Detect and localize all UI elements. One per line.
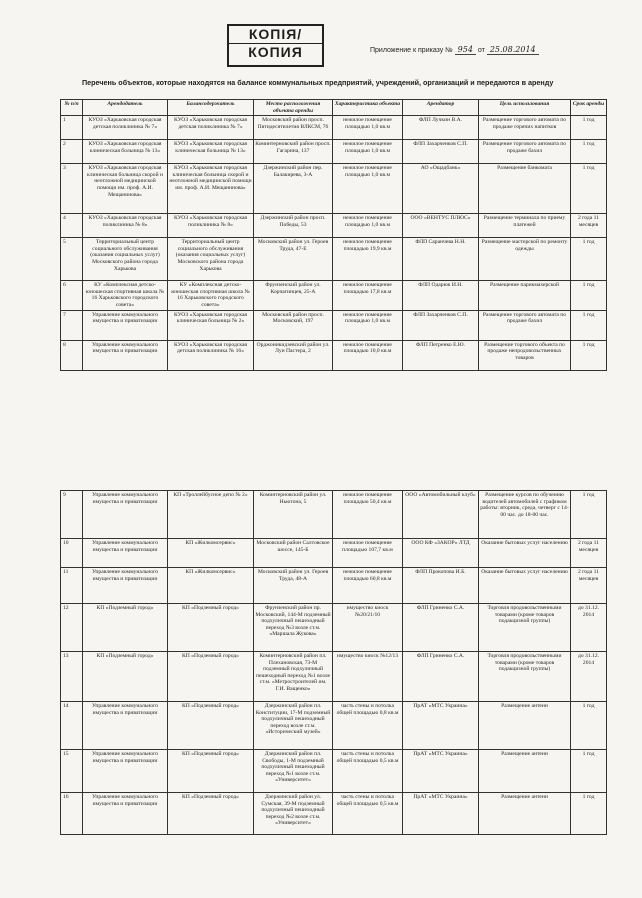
table-cell: АО «Ощадбанк»	[403, 164, 479, 214]
table-cell: ФЛП Гриненко С.А.	[403, 652, 479, 702]
table-cell: КП «Жилкомсервис»	[168, 568, 254, 604]
table-cell: Размещение антенн	[479, 793, 571, 835]
table-row	[61, 214, 607, 238]
table-cell: КП «Подземный город»	[83, 604, 168, 652]
document-title: Перечень объектов, которые находятся на балансе коммунальных предприятий, учреждений, организаций и передаются в аренду	[82, 78, 554, 87]
table-cell: КУОЗ «Харьковская городская клиническая больница № 2»	[168, 310, 254, 340]
table-cell: Коминтерновский район ул. Ньютона, 5	[254, 491, 333, 539]
table-cell: КП «Троллейбусное депо № 2»	[168, 491, 254, 539]
table-row	[61, 281, 607, 310]
table-cell: 1 год	[571, 340, 607, 370]
table-cell: ПрАТ «МТС Украина»	[403, 793, 479, 835]
table-cell: Управление коммунального имущества и приватизации	[83, 340, 168, 370]
table-cell: КУОЗ «Харьковская городская поликлиника № 8»	[83, 214, 168, 238]
table-cell: 1 год	[571, 238, 607, 281]
column-header: Характеристика объекта	[333, 100, 403, 116]
table-cell: имущество киоск №12/13	[333, 652, 403, 702]
table-row	[61, 750, 607, 793]
table-cell: 1 год	[571, 281, 607, 310]
table-cell: ПрАТ «МТС Украина»	[403, 750, 479, 793]
table-cell: Управление коммунального имущества и приватизации	[83, 491, 168, 539]
table-cell: Размещение терминала по приему платежей	[479, 214, 571, 238]
table-cell: ФЛП Петренко Е.Ю.	[403, 340, 479, 370]
table-cell: ФЛП Захарченков С.П.	[403, 310, 479, 340]
table-cell: 12	[61, 604, 83, 652]
table-cell: КУОЗ «Харьковская городская клиническая больница скорой и неотложной медицинской помощи им. проф. А.И. Мещанинова»	[83, 164, 168, 214]
table-cell: Оказание бытовых услуг населению	[479, 568, 571, 604]
table-cell: КП «Жилкомсервис»	[168, 539, 254, 568]
table-cell: Фрунзенский район ул. Корчагинцев, 25-А	[254, 281, 333, 310]
table-cell: Дзержинский район просп. Победы, 53	[254, 214, 333, 238]
table-cell: Размещение торгового автомата по продаже бахил	[479, 310, 571, 340]
table-cell: Размещение курсов по обучению водителей автомобилей с графиком работы: вторник, среда, четверг с 14-00 час. до 18-00 час.	[479, 491, 571, 539]
table-cell: 3	[61, 164, 83, 214]
table-cell: 2	[61, 140, 83, 164]
table-cell: Торговля продовольственными товарами (кроме товаров подакцизной группы)	[479, 604, 571, 652]
table-cell: ФЛП Гриненко С.А.	[403, 604, 479, 652]
table-cell: 2 года 11 месяцев	[571, 539, 607, 568]
table-cell: КУОЗ «Харьковская городская поликлиника № 8»	[168, 214, 254, 238]
table-cell: Размещение торгового автомата по продаже бахил	[479, 140, 571, 164]
table-cell: Московский район просп. Московский, 197	[254, 310, 333, 340]
table-cell: часть стены и потолка общей площадью 0,5 кв.м	[333, 750, 403, 793]
table-cell: Фрунзенский район пр. Московский, 144-М подземный подхуличный пешеходный переход №3 возле ст.м. «Маршала Жукова»	[254, 604, 333, 652]
table-cell: 6	[61, 281, 83, 310]
column-header: Арендодатель	[83, 100, 168, 116]
table-cell: Коминтерновский район пл. Плехановская, 73-М подземный подхуличный пешеходный переход №1 возле ст.м. «Метростроителей им. Г.И. Ващенко»	[254, 652, 333, 702]
table-cell: Московский район Салтовское шоссе, 145-Б	[254, 539, 333, 568]
table-cell: нежилое помещение площадью 1,0 кв.м	[333, 140, 403, 164]
table-cell: КУОЗ «Харьковская городская клиническая больница скорой и неотложной медицинской помощи им. проф. А.И. Мещанинова»	[168, 164, 254, 214]
table-cell: ФЛП Захарченков С.П.	[403, 140, 479, 164]
table-cell: КП «Подземный город»	[83, 652, 168, 702]
table-cell: ООО «ВЕНТУС ПЛЮС»	[403, 214, 479, 238]
table-cell: КП «Подземный город»	[168, 750, 254, 793]
table-cell: нежилое помещение площадью 10,0 кв.м	[333, 340, 403, 370]
table-row	[61, 164, 607, 214]
table-cell: 1 год	[571, 310, 607, 340]
column-header: № п/п	[61, 100, 83, 116]
table-header-row	[61, 100, 607, 116]
order-from: от	[477, 47, 485, 54]
copy-stamp	[227, 24, 324, 67]
table-row	[61, 491, 607, 539]
table-cell: часть стены и потолка общей площадью 0,5 кв.м	[333, 793, 403, 835]
table-cell: 1 год	[571, 140, 607, 164]
order-reference	[370, 45, 539, 54]
table-row	[61, 652, 607, 702]
table-cell: 1 год	[571, 491, 607, 539]
table-cell: нежилое помещение площадью 1,0 кв.м	[333, 164, 403, 214]
table-cell: 4	[61, 214, 83, 238]
table-cell: Управление коммунального имущества и приватизации	[83, 750, 168, 793]
table-cell: 1 год	[571, 750, 607, 793]
table-cell: часть стены и потолка общей площадью 0,8 кв.м	[333, 702, 403, 750]
column-header: Срок аренды	[571, 100, 607, 116]
table-cell: КУОЗ «Харьковская городская клиническая больница № 13»	[168, 140, 254, 164]
table-row	[61, 539, 607, 568]
table-cell: нежилое помещение площадью 1,0 кв.м	[333, 214, 403, 238]
table-cell: Размещение антенн	[479, 750, 571, 793]
table-cell: Торговля продовольственными товарами (кроме товаров подакцизной группы)	[479, 652, 571, 702]
table-cell: КП «Подземный город»	[168, 702, 254, 750]
table-cell: КУОЗ «Харьковская городская клиническая больница № 13»	[83, 140, 168, 164]
table-row	[61, 340, 607, 370]
table-cell: Размещение торгового автомата по продаже горячих напитков	[479, 116, 571, 140]
table-cell: 1	[61, 116, 83, 140]
column-header: Цель использования	[479, 100, 571, 116]
table-cell: 5	[61, 238, 83, 281]
table-cell: Территориальный центр социального обслуживания (оказания социальных услуг) Московского района города Харькова	[168, 238, 254, 281]
table-row	[61, 116, 607, 140]
table-row	[61, 238, 607, 281]
table-cell: ФЛП Лучкин В.А.	[403, 116, 479, 140]
table-cell: 1 год	[571, 702, 607, 750]
table-row	[61, 604, 607, 652]
table-cell: Размещение торгового объекта по продаже непродовольственных товаров	[479, 340, 571, 370]
table-cell: Московский район ул. Героев Труда, 47-Е	[254, 238, 333, 281]
table-cell: 1 год	[571, 793, 607, 835]
table-cell: нежилое помещение площадью 60,8 кв.м	[333, 568, 403, 604]
table-cell: 7	[61, 310, 83, 340]
order-number: 954	[455, 45, 476, 55]
table-cell: КУ «Комплексная детско-юношеская спортивная школа № 16 Харьковского городского совета»	[168, 281, 254, 310]
table-cell: до 31.12. 2014	[571, 652, 607, 702]
table-cell: нежилое помещение площадью 19,9 кв.м	[333, 238, 403, 281]
table-cell: 1 год	[571, 116, 607, 140]
table-cell: Управление коммунального имущества и приватизации	[83, 539, 168, 568]
table-cell: Управление коммунального имущества и приватизации	[83, 702, 168, 750]
table-cell: 2 года 11 месяцев	[571, 568, 607, 604]
table-cell: нежилое помещение площадью 107,7 кв.м	[333, 539, 403, 568]
table-row	[61, 702, 607, 750]
table-cell: 10	[61, 539, 83, 568]
table-row	[61, 310, 607, 340]
table-cell: 9	[61, 491, 83, 539]
table-cell: Размещение мастерской по ремонту одежды	[479, 238, 571, 281]
table-cell: нежилое помещение площадью 50,4 кв.м	[333, 491, 403, 539]
table-row	[61, 140, 607, 164]
table-cell: 11	[61, 568, 83, 604]
table-row	[61, 793, 607, 835]
table-cell: имущество киоск №20/21/10	[333, 604, 403, 652]
table-cell: ООО КФ «ЗАКОР» ЛТД	[403, 539, 479, 568]
table-cell: КП «Подземный город»	[168, 652, 254, 702]
column-header: Балансодержатель	[168, 100, 254, 116]
table-cell: Размещение парикмахерской	[479, 281, 571, 310]
column-header: Арендатор	[403, 100, 479, 116]
table-cell: Московский район просп. Пятидесятилетия ВЛКСМ, 76	[254, 116, 333, 140]
table-row	[61, 568, 607, 604]
table-cell: Размещение банкомата	[479, 164, 571, 214]
table-cell: Дзержинский район пер. Балакирева, 3-А	[254, 164, 333, 214]
table-cell: 13	[61, 652, 83, 702]
table-cell: Московский район ул. Героев Труда, 48-А	[254, 568, 333, 604]
table-cell: Размещение антенн	[479, 702, 571, 750]
table-cell: Дзержинский район ул. Сумская, 39-М подземный подхуличный пешеходный переход №2 возле ст.м. «Университет»	[254, 793, 333, 835]
table-cell: Управление коммунального имущества и приватизации	[83, 568, 168, 604]
table-cell: 16	[61, 793, 83, 835]
objects-table-part-1	[60, 99, 607, 371]
table-cell: Управление коммунального имущества и приватизации	[83, 793, 168, 835]
table-cell: ФЛП Прокопова И.Б.	[403, 568, 479, 604]
table-cell: Территориальный центр социального обслуживания (оказания социальных услуг) Московского района города Харькова	[83, 238, 168, 281]
table-cell: КУ «Комплексная детско-юношеская спортивная школа № 16 Харьковского городского совета»	[83, 281, 168, 310]
table-cell: 15	[61, 750, 83, 793]
order-prefix: Приложение к приказу №	[370, 47, 453, 54]
table-cell: до 31.12. 2014	[571, 604, 607, 652]
table-cell: Орджоникидзевский район ул. Луи Пастера, 2	[254, 340, 333, 370]
table-cell: КУОЗ «Харьковская городская детская поликлиника № 7»	[83, 116, 168, 140]
table-cell: КП «Подземный город»	[168, 793, 254, 835]
table-cell: КП «Подземный город»	[168, 604, 254, 652]
table-cell: 2 года 11 месяцев	[571, 214, 607, 238]
table-cell: 1 год	[571, 164, 607, 214]
table-cell: 8	[61, 340, 83, 370]
table-cell: ФЛП Саранчева Н.Н.	[403, 238, 479, 281]
table-cell: Оказание бытовых услуг населению	[479, 539, 571, 568]
table-cell: КУОЗ «Харьковская городская детская поликлиника № 7»	[168, 116, 254, 140]
column-header: Место расположения объекта аренды	[254, 100, 333, 116]
table-cell: Управление коммунального имущества и приватизации	[83, 310, 168, 340]
table-cell: ПрАТ «МТС Украина»	[403, 702, 479, 750]
table-cell: КУОЗ «Харьковская городская детская поликлиника № 16»	[168, 340, 254, 370]
table-cell: Дзержинский район пл. Свободы, 1-М подземный подхуличный пешеходный переход №1 возле ст.м. «Университет»	[254, 750, 333, 793]
table-cell: нежилое помещение площадью 1,0 кв.м	[333, 310, 403, 340]
table-cell: Коминтерновский район просп. Гагарина, 137	[254, 140, 333, 164]
table-cell: ООО «Автомобильный клуб»	[403, 491, 479, 539]
table-cell: 14	[61, 702, 83, 750]
stamp-line-2: КОПИЯ	[248, 44, 303, 60]
table-cell: ФЛП Одарюк И.Н.	[403, 281, 479, 310]
order-date: 25.08.2014	[487, 45, 539, 55]
table-cell: нежилое помещение площадью 1,0 кв.м	[333, 116, 403, 140]
table-cell: Дзержинский район пл. Конституции, 17-М подземный подхуличный пешеходный переход возле ст.м. «Исторический музей»	[254, 702, 333, 750]
table-cell: нежилое помещение площадью 17,8 кв.м	[333, 281, 403, 310]
stamp-line-1: КОПІЯ/	[229, 26, 322, 44]
objects-table-part-2	[60, 490, 607, 835]
